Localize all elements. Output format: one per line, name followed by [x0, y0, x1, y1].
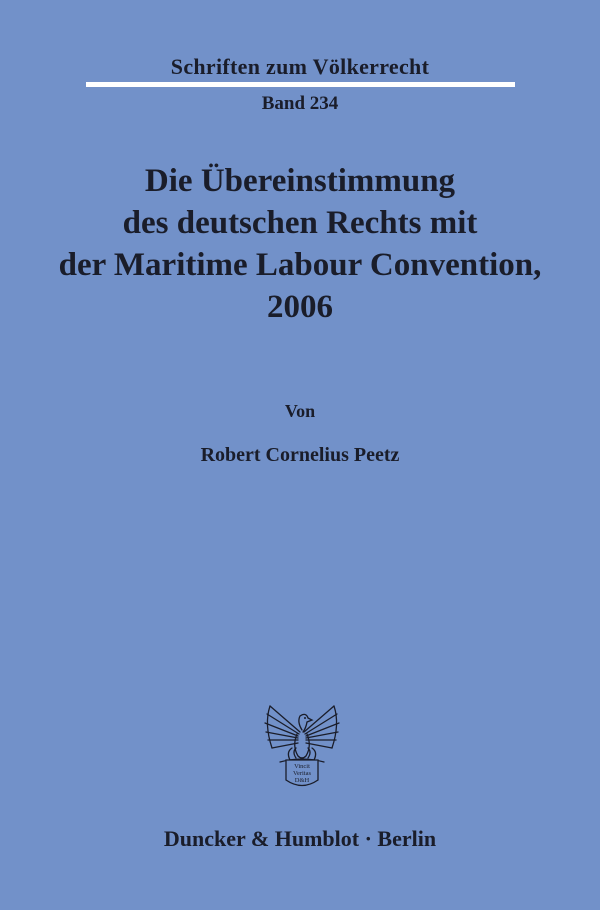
title-line: des deutschen Rechts mit — [122, 205, 478, 241]
by-label: Von — [284, 401, 316, 421]
divider-rule — [86, 82, 515, 87]
title-line: 2006 — [267, 289, 333, 325]
publisher-phoenix-logo-icon — [262, 694, 342, 794]
logo-text-line: Vincit — [294, 763, 310, 770]
title-line: Die Übereinstimmung — [144, 163, 456, 199]
logo-text-line: D&H — [294, 777, 310, 784]
book-title — [0, 160, 600, 328]
volume-number: Band 234 — [261, 93, 339, 114]
author-name: Robert Cornelius Peetz — [200, 444, 400, 466]
publisher-line: Duncker & Humblot · Berlin — [163, 826, 437, 851]
series-title: Schriften zum Völkerrecht — [170, 54, 430, 79]
logo-text-line: Veritas — [292, 770, 312, 777]
title-line: der Maritime Labour Convention, — [58, 247, 542, 283]
